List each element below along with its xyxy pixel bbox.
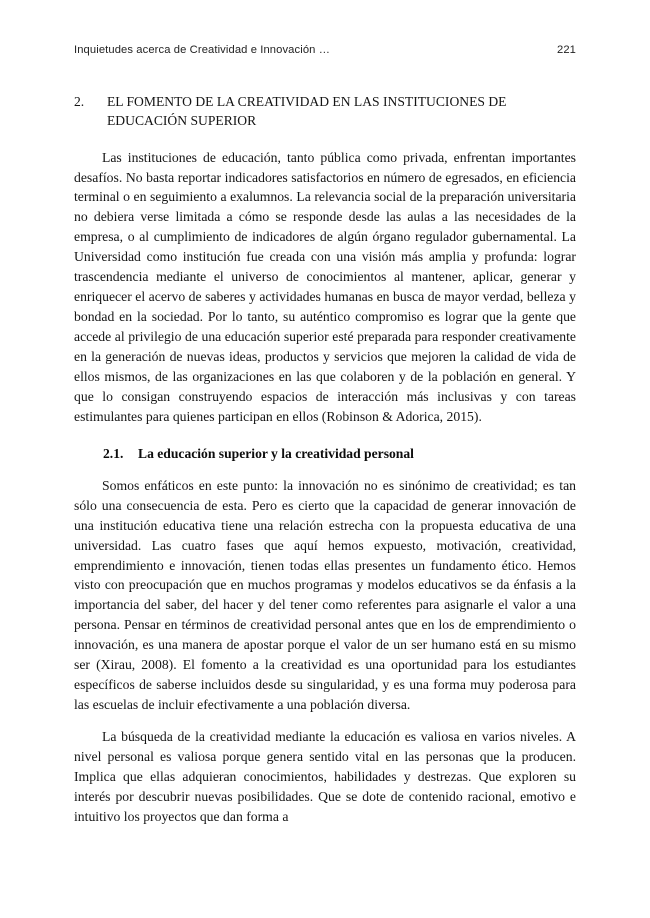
subsection-title: La educación superior y la creatividad personal xyxy=(138,445,414,461)
subsection-heading xyxy=(103,444,576,463)
paragraph-2: Somos enfáticos en este punto: la innovación no es sinónimo de creatividad; es tan sólo una consecuencia de esta. Pero es cierto que la capacidad de generar innovación de una institución educativa tiene una relación estrecha con la propuesta educativa de una universidad. Las cuatro fases que aquí hemos expuesto, motivación, creatividad, emprendimiento e innovación, tienen todas ellas presentes un fundamento ético. Hemos visto con preocupación que en muchos programas y modelos educativos se da énfasis a la importancia del saber, del hacer y del tener como referentes para asignarle el valor a una persona. Pensar en términos de creatividad personal antes que en los de emprendimiento o innovación, es una manera de apostar porque el valor de un ser humano está en su mismo ser (Xirau, 2008). El fomento a la creatividad es una oportunidad para los estudiantes específicos de saberse incluidos desde su singularidad, y es una forma muy poderosa para las escuelas de incluir efectivamente a una población diversa. xyxy=(74,477,576,713)
section-heading xyxy=(74,92,576,131)
section-number: 2. xyxy=(74,94,85,109)
header-title: Inquietudes acerca de Creatividad e Innovación … xyxy=(74,44,331,56)
paragraph-1: Las instituciones de educación, tanto pública como privada, enfrentan importantes desafíos. No basta reportar indicadores satisfactorios en número de egresados, en eficiencia terminal o en seguimiento a exalumnos. La relevancia social de la preparación universitaria no debiera verse limitada a cómo se responde desde las aulas a las necesidades de la empresa, o al cumplimiento de indicadores de algún órgano regulador gubernamental. La Universidad como institución fue creada con una visión más amplia y profunda: lograr trascendencia mediante el universo de conocimientos al mantener, aplicar, generar y enriquecer el acervo de saberes y actividades humanas en busca de mayor verdad, belleza y bondad en la sociedad. Por lo tanto, su auténtico compromiso es lograr que la gente que accede al privilegio de una educación superior esté preparada para responder creativamente en la generación de nuevas ideas, productos y servicios que mejoren la calidad de vida de ellos mismos, de las organizaciones en las que colaboren y de la población en general. Y que lo consigan construyendo espacios de interacción más inclusivas y con tareas estimulantes para quienes participan en ellos (Robinson & Adorica, 2015). xyxy=(74,149,576,424)
subsection-number: 2.1. xyxy=(103,445,124,461)
page-content xyxy=(74,92,576,827)
section-title: EL FOMENTO DE LA CREATIVIDAD EN LAS INSTITUCIONES DE EDUCACIÓN SUPERIOR xyxy=(107,94,507,129)
page-number: 221 xyxy=(556,44,576,56)
paragraph-3: La búsqueda de la creatividad mediante la educación es valiosa en varios niveles. A nivel personal es valiosa porque genera sentido vital en las personas que la producen. Implica que ellas adquieran conocimientos, habilidades y destrezas. Que exploren su interés por descubrir nuevas posibilidades. Que se dote de contenido racional, emotivo e intuitivo los proyectos que dan forma a xyxy=(74,729,576,824)
running-header xyxy=(74,44,576,56)
